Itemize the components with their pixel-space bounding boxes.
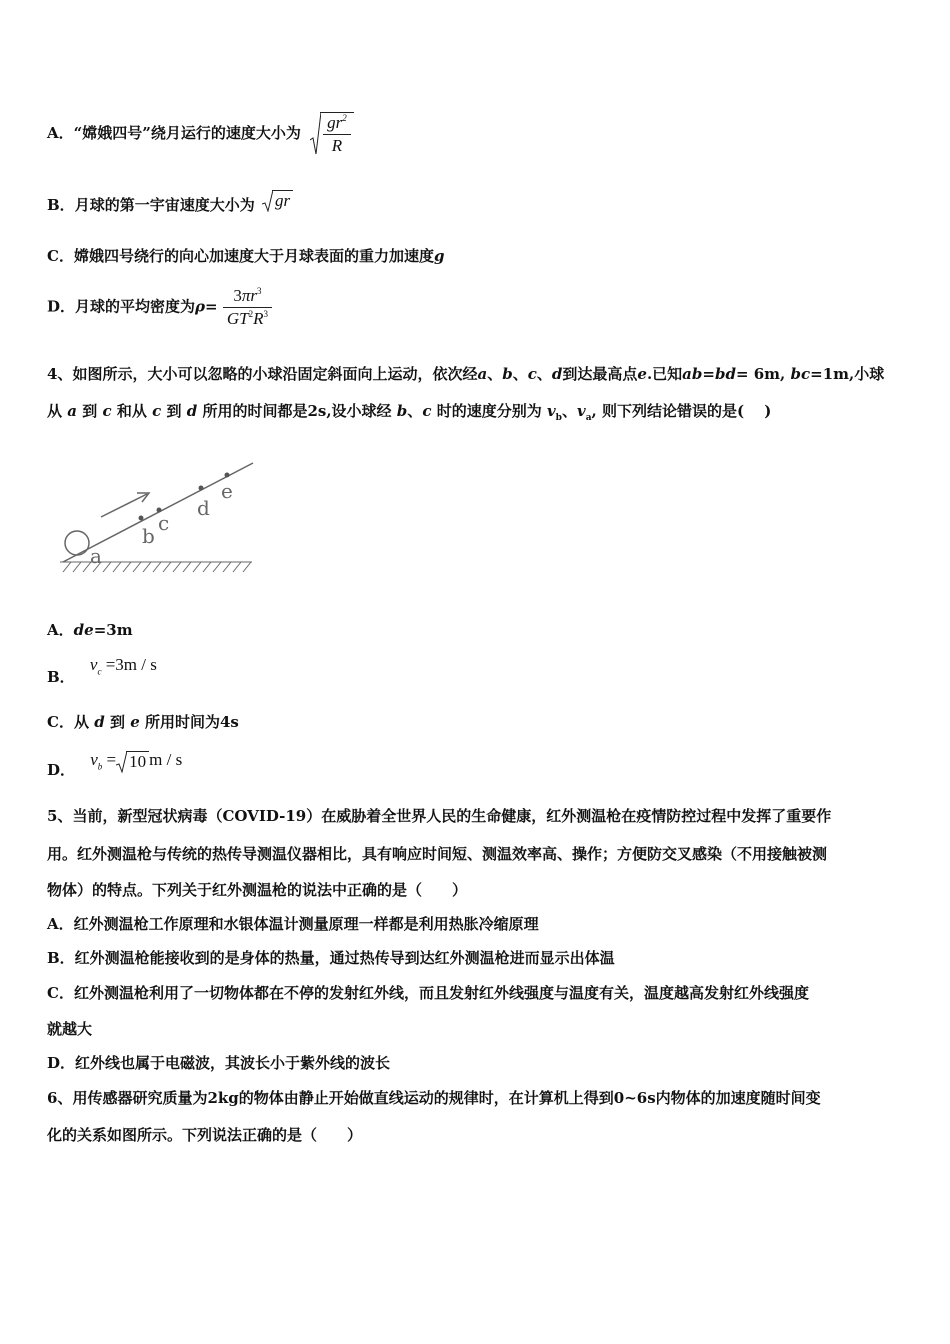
question-number: 6、: [47, 1089, 73, 1107]
radicand: gr: [272, 190, 293, 211]
option-label: A．: [47, 621, 74, 639]
q5-option-b: [47, 947, 615, 968]
q4-option-d: [47, 750, 183, 782]
R: R: [253, 309, 264, 328]
radical-sign-icon: [262, 190, 273, 212]
point-c: c: [102, 402, 112, 420]
eq: =: [106, 750, 117, 769]
sqrt-10: [116, 751, 149, 772]
v: v: [89, 655, 98, 674]
eq: =: [702, 365, 715, 383]
q6-stem-line2: [47, 1124, 362, 1145]
q5-stem-line1: [47, 805, 831, 826]
v: v: [576, 402, 586, 420]
q4-option-a: [47, 619, 133, 640]
formula-vb: [90, 750, 183, 772]
q6-stem-line1: [47, 1087, 821, 1108]
exp: 3: [256, 286, 262, 296]
sqrt-formula: [310, 112, 354, 156]
option-text: C．红外测温枪利用了一切物体都在不停的发射红外线，而且发射红外线强度与温度有关，温度越高发射红外线强度: [47, 984, 809, 1002]
exp: 2: [248, 309, 254, 319]
point-e: e: [637, 365, 647, 383]
label-e: e: [221, 479, 233, 503]
v: v: [90, 750, 98, 769]
option-label: D．: [47, 297, 76, 316]
point-e-dot: [225, 473, 230, 478]
label-a: a: [90, 544, 102, 568]
q3-option-a: [47, 112, 354, 156]
option-text: 嫦娥四号绕行的向心加速度大于月球表面的重力加速度: [73, 247, 434, 265]
radicand: 10: [126, 751, 149, 772]
point-c: c: [152, 402, 162, 420]
label-c: c: [158, 511, 170, 535]
sep: 、: [561, 402, 577, 420]
question-number: 5、: [47, 807, 73, 825]
option-text: D．红外线也属于电磁波，其波长小于紫外线的波长: [47, 1054, 391, 1072]
option-label: A．: [47, 124, 74, 142]
segment-de: de: [73, 621, 94, 639]
radical-sign-icon: [310, 112, 321, 156]
stem-text: 到: [166, 402, 182, 420]
ball: [65, 531, 89, 555]
unit: m / s: [149, 750, 183, 769]
option-label: C．: [47, 713, 74, 731]
option-label: C．: [47, 247, 74, 265]
sep: 、: [487, 365, 503, 383]
formula-vc: [89, 655, 157, 677]
option-text: B．红外测温枪能接收到的是身体的热量，通过热传导到达红外测温枪进而显示出体温: [47, 949, 615, 967]
point-b: b: [502, 365, 513, 383]
q3-option-d: [47, 286, 272, 329]
sep: 、: [407, 402, 423, 420]
q4-option-c: [47, 711, 239, 732]
stem-text: .已知: [646, 365, 683, 383]
point-c: c: [422, 402, 432, 420]
option-text: 所用时间为4s: [144, 713, 239, 731]
radical-sign-icon: [116, 751, 127, 773]
q5-option-c-line1: [47, 982, 809, 1003]
stem-text: 用传感器研究质量为2kg的物体由静止开始做直线运动的规律时，在计算机上得到0~6s内物体的加速度随时间变: [72, 1089, 821, 1107]
stem-text: 物体）的特点。下列关于红外测温枪的说法中正确的是（ ）: [47, 881, 468, 899]
stem-text: 时的速度分别为: [436, 402, 542, 420]
option-label: B．: [47, 668, 75, 686]
label-d: d: [197, 496, 210, 520]
value: =1m,小球: [810, 365, 885, 383]
denominator: R: [331, 136, 343, 155]
exp: 3: [263, 309, 268, 319]
stem-text: 用。红外测温枪与传统的热传导测温仪器相比，具有响应时间短、测温效率高、操作；方便防交叉感染（不用接触被测: [47, 845, 828, 863]
q5-option-a: [47, 913, 539, 934]
point-a: a: [67, 402, 77, 420]
label-b: b: [142, 524, 155, 548]
sub-b: b: [555, 413, 562, 423]
point-d: d: [186, 402, 198, 420]
stem-text: 所用的时间都是2s,设小球经: [202, 402, 392, 420]
stem-text: 如图所示，大小可以忽略的小球沿固定斜面向上运动，依次经: [72, 365, 478, 383]
option-text: 从: [73, 713, 89, 731]
pi: π: [241, 286, 251, 305]
segment-bd: bd: [714, 365, 736, 383]
numerator: gr: [327, 113, 343, 132]
v: v: [546, 402, 556, 420]
point-d: d: [94, 713, 105, 731]
option-label: D．: [47, 761, 76, 779]
stem-text: 从: [47, 402, 63, 420]
stem-text: 和从: [116, 402, 147, 420]
rho-symbol: ρ: [195, 297, 206, 316]
point-e: e: [130, 713, 140, 731]
option-text: 月球的第一宇宙速度大小为: [74, 196, 255, 214]
q5-option-d: [47, 1052, 390, 1073]
option-text: 到: [109, 713, 125, 731]
sub-b: b: [97, 761, 103, 772]
value: = 6m,: [735, 365, 786, 383]
q4-stem-line2: [47, 400, 771, 423]
option-label: B．: [47, 196, 75, 214]
value: =3m / s: [105, 655, 157, 674]
T: T: [239, 309, 249, 328]
sub-c: c: [97, 666, 102, 677]
stem-text: , 则下列结论错误的是( ): [591, 402, 772, 420]
q3-option-b: [47, 190, 293, 215]
option-text: 就越大: [47, 1020, 93, 1038]
sep: 、: [512, 365, 528, 383]
q3-option-c: [47, 245, 444, 266]
q5-option-c-line2: [47, 1018, 92, 1039]
option-text: =3m: [93, 621, 133, 639]
segment-bc: bc: [790, 365, 811, 383]
r: r: [250, 286, 257, 305]
stem-text: 化的关系如图所示。下列说法正确的是（ ）: [47, 1126, 363, 1144]
incline-figure: [55, 455, 260, 580]
variable-g: g: [433, 247, 445, 265]
point-d: d: [551, 365, 563, 383]
G: G: [226, 309, 240, 328]
point-d-dot: [199, 486, 204, 491]
ground-hatching: [60, 562, 252, 572]
option-text: 月球的平均密度为: [75, 297, 196, 316]
point-c: c: [527, 365, 537, 383]
coef: 3: [233, 286, 242, 305]
stem-text: 到: [82, 402, 98, 420]
q5-stem-line2: [47, 843, 827, 864]
density-fraction: [223, 286, 272, 329]
equals-sign: =: [205, 297, 218, 316]
point-b: b: [396, 402, 408, 420]
segment-ab: ab: [682, 365, 703, 383]
stem-text: 当前，新型冠状病毒（COVID-19）在威胁着全世界人民的生命健康，红外测温枪在疫情防控过程中发挥了重要作: [72, 807, 832, 825]
direction-arrow: [101, 494, 147, 517]
exponent: 2: [342, 113, 347, 123]
point-a: a: [477, 365, 488, 383]
q4-stem-line1: [47, 363, 884, 384]
q5-stem-line3: [47, 879, 467, 900]
option-text: A．红外测温枪工作原理和水银体温计测量原理一样都是利用热胀冷缩原理: [47, 915, 539, 933]
option-text: “嫦娥四号”绕月运行的速度大小为: [73, 124, 301, 142]
sqrt-formula: [262, 190, 293, 211]
q4-option-b: [47, 655, 157, 688]
sub-a: a: [585, 413, 592, 423]
sep: 、: [536, 365, 552, 383]
question-number: 4、: [47, 365, 73, 383]
point-b-dot: [139, 516, 144, 521]
stem-text: 到达最高点: [562, 365, 638, 383]
